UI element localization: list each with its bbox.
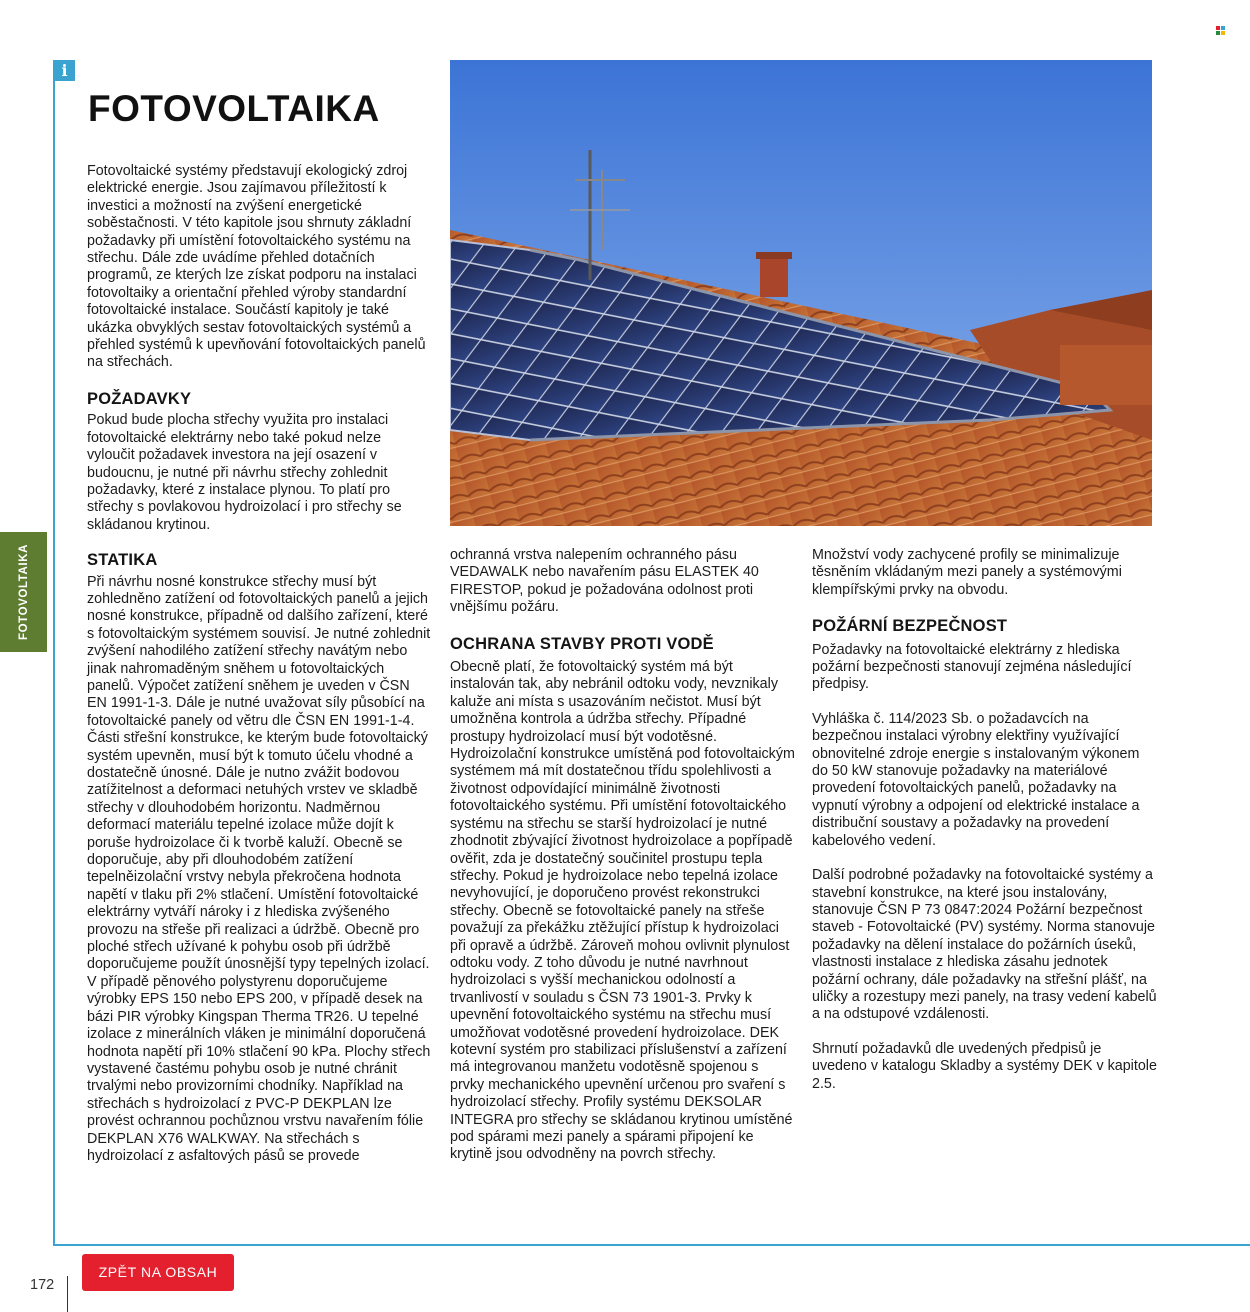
statika-paragraph: Při návrhu nosné konstrukce střechy musí být zohledněno zatížení od fotovoltaických panelů a jejich nosné konstrukce, případně od dalšího zařízení, které s fotovoltaickým systémem souvisí. Je nutné zohlednit zvýšení nahodilého zatížení střechy navátým nebo jinak nahromaděným sněhem u fotovoltaických panelů. Výpočet zatížení sněhem je uveden v ČSN EN 1991-1-3. Dále je nutné uvažovat síly působící na fotovoltaické panely od větru dle ČSN EN 1991-1-4. Části střešní konstrukce, ke kterým bude fotovoltaický systém upevněn, musí být k tomuto účelu vhodné a dostatečně únosné. Dále je nutno zvážit bodovou zatížitelnost a deformaci netuhých vrstev ve skladbě střechy v dlouhodobém horizontu. Nadměrnou deformací materiálu tepelné izolace může dojít k poruše hydroizolace či k tvorbě kaluží. Obecně se doporučuje, aby při dlouhodobém zatížení tepelněizolační vrstvy nebyla překročena hodnota napětí v tlaku při 2% stlačení. Umístění fotovoltaické elektrárny vytváří nároky i z hlediska zvýšeného provozu na střeše při realizaci a údržbě. Obecně pro ploché střech užívané k pohybu osob při údržbě doporučujeme použít únosnější typy tepelných izolací. V případě pěnového polystyrenu doporučujeme výrobky EPS 150 nebo EPS 200, v případě desek na bázi PIR výrobky Kingspan Therma TR26. U tepelné izolace z minerálních vláken je minimální doporučená hodnota napětí při 10% stlačení 90 kPa. Plochy střech vystavené častému pohybu osob je nutné chránit trvalými nebo provizorními chodníky. Například na střechách s hydroizolací z PVC-P DEKPLAN lze provést ochrannou pochůznou vrstvu navařením fólie DEKPLAN X76 WALKWAY. Na střechách s hydroizolací z asfaltových pásů se provede: [87, 573, 431, 1164]
heading-statika: STATIKA: [87, 551, 158, 570]
info-icon: i: [54, 60, 75, 81]
side-chapter-label: FOTOVOLTAIKA: [17, 544, 30, 640]
ochrana-continued-paragraph: Množství vody zachycené profily se minimalizuje těsněním vkládaným mezi panely a systémovými klempířskými prvky na obvodu.: [812, 547, 1122, 598]
pozar-summary-paragraph: Shrnutí požadavků dle uvedených předpisů je uvedeno v katalogu Skladby a systémy DEK v kapitole 2.5.: [812, 1040, 1157, 1092]
brand-mark-icon: [1216, 26, 1226, 36]
pozar-norma-paragraph: Další podrobné požadavky na fotovoltaické systémy a stavební konstrukce, na které jsou instalovány, stanovuje ČSN P 73 0847:2024 Požární bezpečnost staveb - Fotovoltaické (PV) systémy. Norma stanovuje požadavky na dělení instalace do požárních úseků, vlastnosti instalace z hlediska zásahu jednotek požární ochrany, dále požadavky na střešní plášť, na uličky a rozestupy mezi panely, na trasy vedení kabelů a na odstupové vzdálenosti.: [812, 867, 1157, 1023]
heading-pozadavky: POŽADAVKY: [87, 389, 192, 408]
pozadavky-paragraph: Pokud bude plocha střechy využita pro instalaci fotovoltaické elektrárny nebo také pokud nelze vyloučit požadavek investora na její osazení v budoucnu, je nutné při návrhu střechy zohlednit požadavky, které z instalace plynou. To platí pro střechy s povlakovou hydroizolací i pro střechy se skládanou krytinou.: [87, 412, 402, 533]
heading-pozarni-bezpecnost: POŽÁRNÍ BEZPEČNOST: [812, 617, 1008, 636]
column-middle: [450, 547, 795, 1164]
solar-roof-photo: [450, 60, 1152, 526]
back-to-contents-button[interactable]: ZPĚT NA OBSAH: [82, 1254, 234, 1291]
column-right: [812, 547, 1157, 1093]
intro-paragraph: Fotovoltaické systémy představují ekologický zdroj elektrické energie. Jsou zajímavou příležitostí k investici a možností na zvýšení energetické soběstačnosti. V této kapitole jsou shrnuty základní požadavky při umístění fotovoltaického systému na střechu. Dále zde uvádíme přehled dotačních programů, ze kterých lze získat podporu na instalaci fotovoltaiky a orientační přehled výroby standardní fotovoltaické instalace. Součástí kapitoly je také ukázka obvyklých sestav fotovoltaických systémů a přehled systémů k upevňování fotovoltaických panelů na střechách.: [87, 163, 426, 371]
page-number: 172: [30, 1277, 55, 1293]
pozar-vyhlaska-paragraph: Vyhláška č. 114/2023 Sb. o požadavcích na bezpečnou instalaci výrobny elektřiny využívající obnovitelné zdroje energie s instalovaným výkonem do 50 kW stanovuje požadavky na materiálové provedení fotovoltaických panelů, požadavky na vypnutí výrobny a odpojení od elektrické instalace a distribuční soustavy a požadavky na provedení kabelového vedení.: [812, 710, 1140, 849]
page-title: FOTOVOLTAIKA: [88, 88, 380, 129]
statika-continued-paragraph: ochranná vrstva nalepením ochranného pásu VEDAWALK nebo navařením pásu ELASTEK 40 FIRESTOP, pokud je požadována odolnost proti vnějšímu požáru.: [450, 547, 759, 616]
side-chapter-tab[interactable]: [0, 532, 47, 652]
pozar-intro-paragraph: Požadavky na fotovoltaické elektrárny z hlediska požární bezpečnosti stanovují zejména následující předpisy.: [812, 641, 1132, 693]
heading-ochrana-proti-vode: OCHRANA STAVBY PROTI VODĚ: [450, 634, 714, 653]
ochrana-paragraph: Obecně platí, že fotovoltaický systém má být instalován tak, aby nebránil odtoku vody, nevznikaly kaluže ani místa s usazováním nečistot. Musí být umožněna kontrola a údržba střechy. Případné prostupy hydroizolací musí být vodotěsné. Hydroizolační konstrukce umístěná pod fotovoltaickým systémem má mít dostatečnou třídu spolehlivosti a životnost odpovídající minimálně životnosti fotovoltaického systému. Při umístění fotovoltaického systému na střechu se starší hydroizolací je nutné zhodnotit zbývající životnost hydroizolace a popřípadě ověřit, zda je dostatečný součinitel prostupu tepla střechy. Pokud je hydroizolace nebo tepelná izolace nevyhovující, je doporučeno provést rekonstrukci střechy. Obecně se fotovoltaické panely na střeše považují za překážku ztěžující přístup k hydroizolaci při opravě a údržbě. Zároveň mohou ovlivnit plynulost odtoku vody. Z toho důvodu je nutné navrhnout hydroizolaci s vyšší mechanickou odolností a trvanlivostí v souladu s ČSN 73 1901-3. Prvky k upevnění fotovoltaického systému na střechu musí umožňovat vodotěsné provedení hydroizolace. DEK kotevní systém pro stabilizaci příslušenství a zařízení má integrovanou manžetu vodotěsně spojenou s prvky mechanického upevnění určenou pro svaření s hydroizolací střechy. Profily systému DEKSOLAR INTEGRA pro střechy se skládanou krytinou umístěné pod spárami mezi panely a spárami připojení ke krytině jsou odvodněny na povrch střechy.: [450, 659, 795, 1163]
page-divider: [67, 1276, 68, 1312]
column-left: [87, 163, 432, 1165]
